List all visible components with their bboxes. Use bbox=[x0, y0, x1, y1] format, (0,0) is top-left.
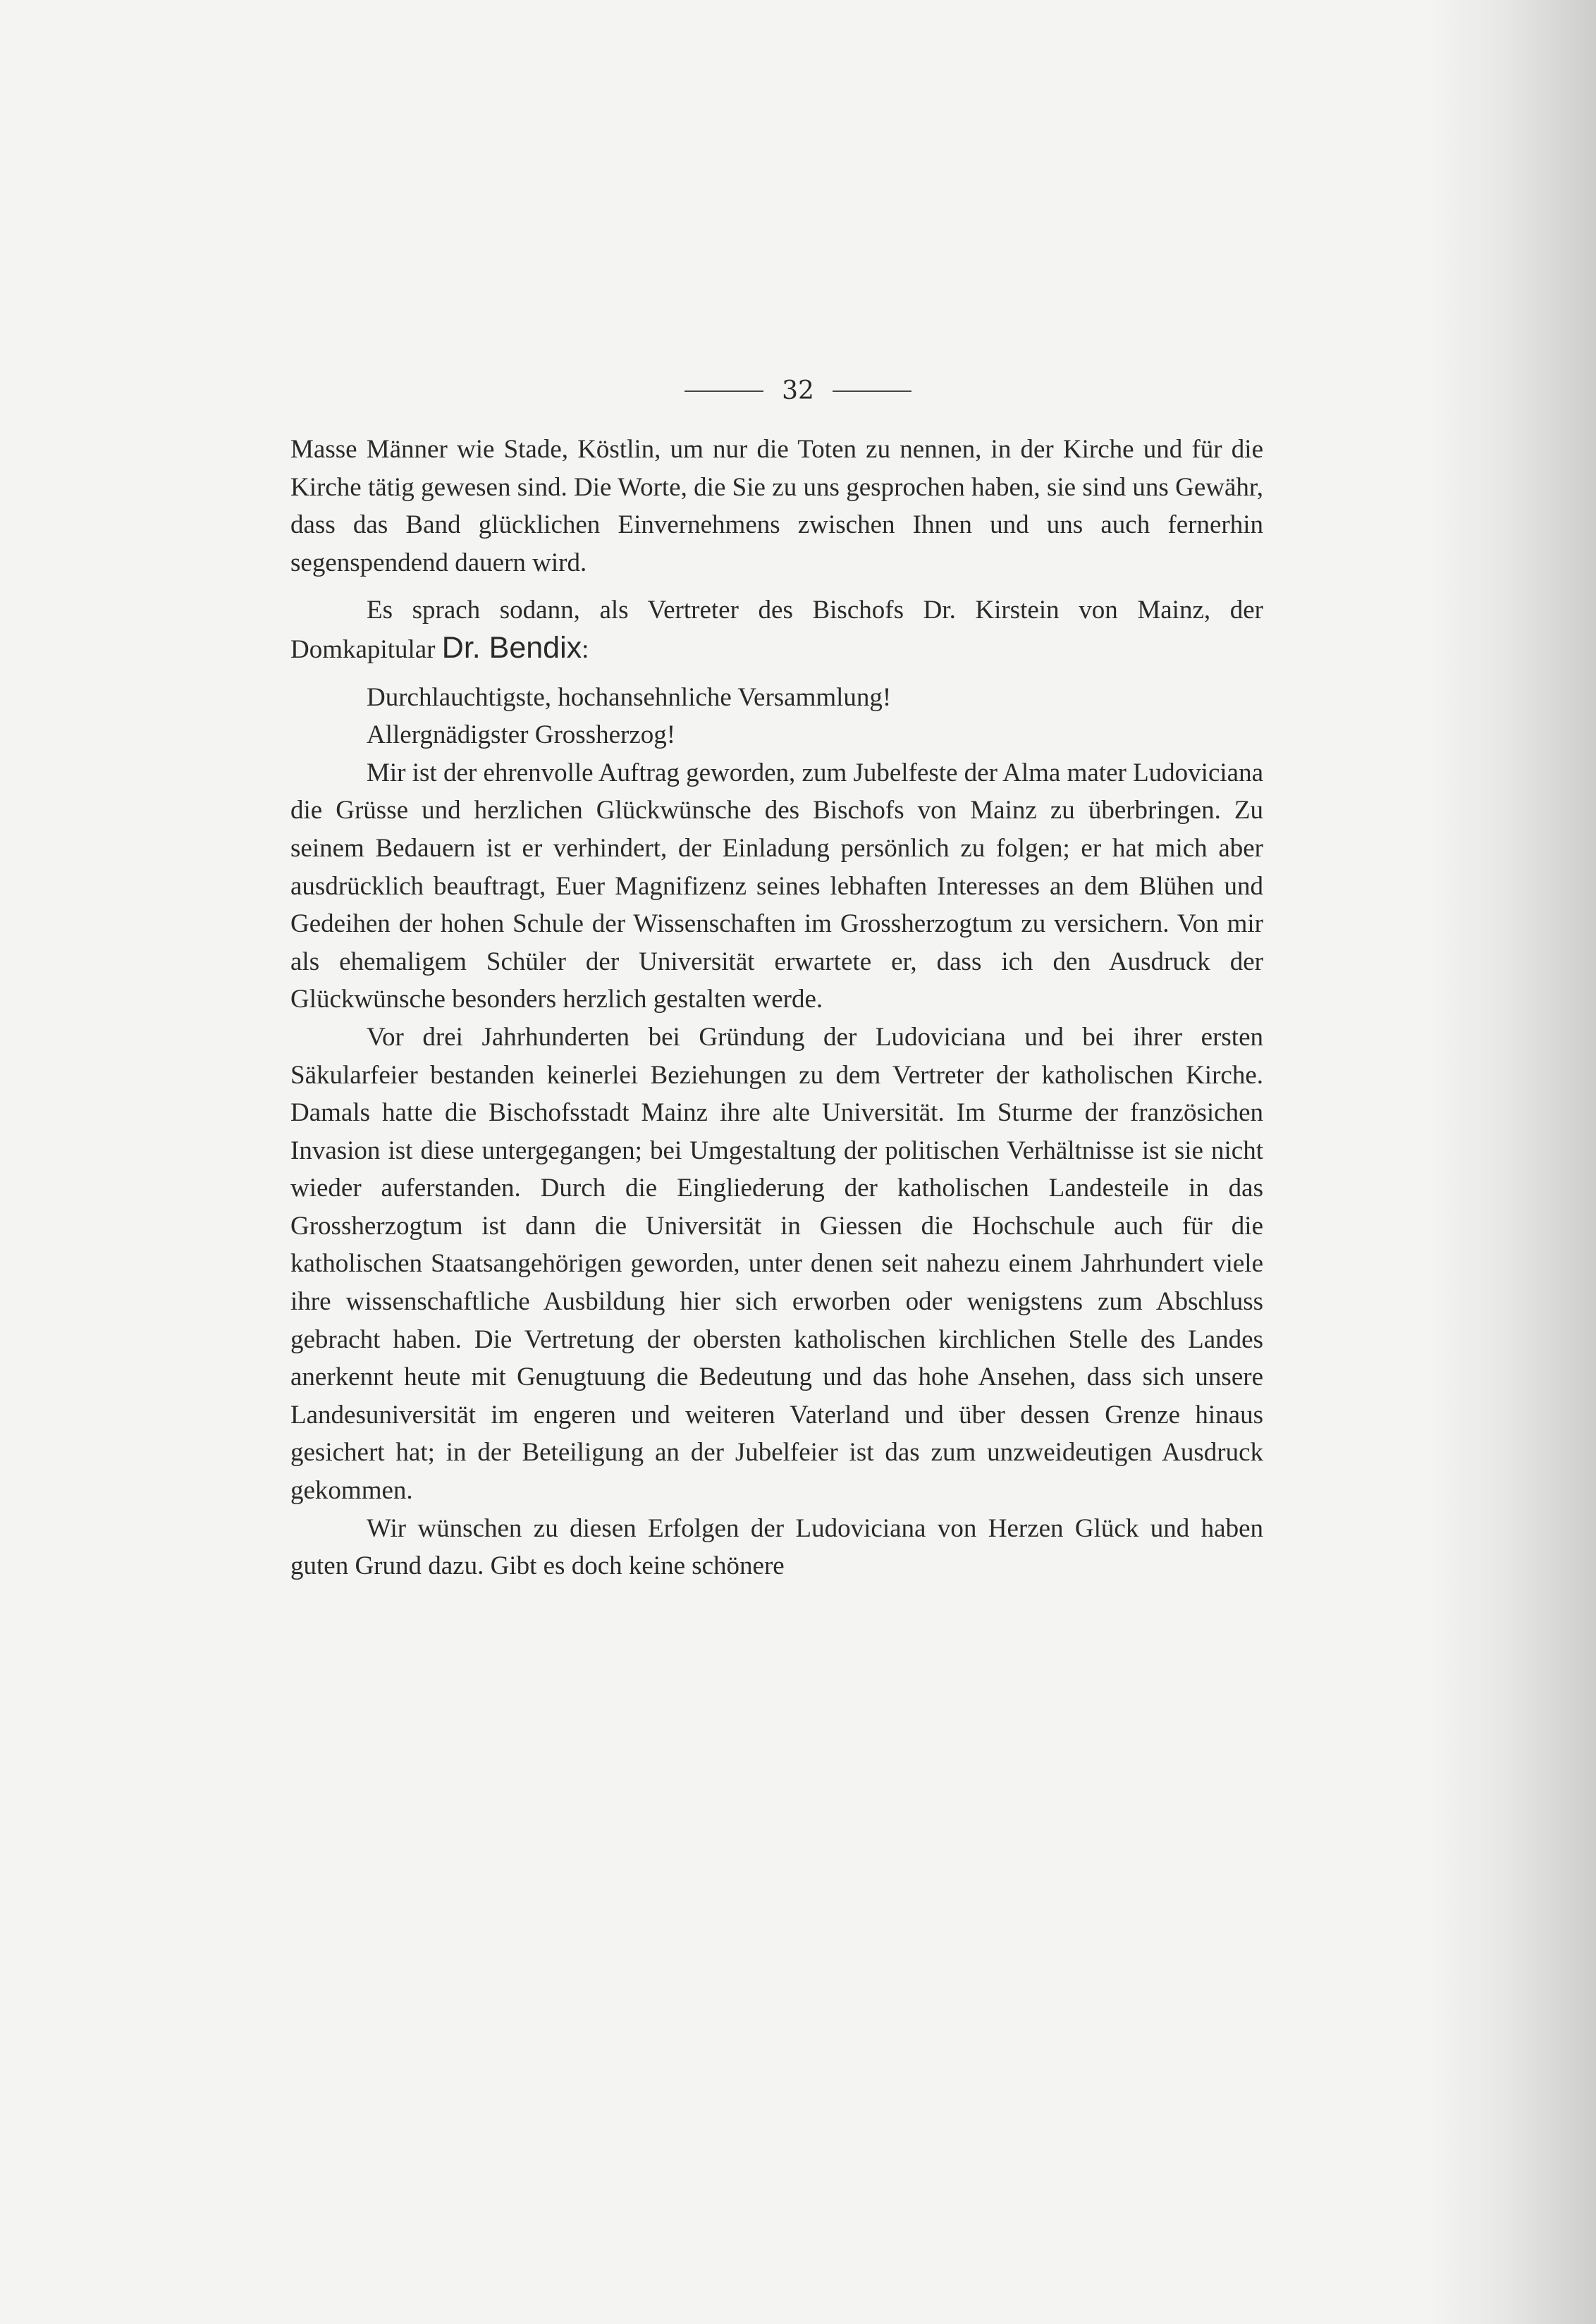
page-number: 32 bbox=[782, 376, 814, 405]
paragraph-5: Wir wünschen zu diesen Erfolgen der Ludoviciana von Herzen Glück und haben guten Grund dazu. Gibt es doch keine schönere bbox=[290, 1513, 1263, 1581]
paragraph-1: Masse Männer wie Stade, Köstlin, um nur die Toten zu nennen, in der Kirche und für die Kirche tätig gewesen sind. Die Worte, die Sie zu uns gesprochen haben, sie sind uns Gewähr, dass das Band glücklichen Einvernehmens zwischen Ihnen und uns auch fernerhin segenspendend dauern wird. bbox=[290, 435, 1263, 577]
salutation-2: Allergnädigster Grossherzog! bbox=[367, 720, 676, 750]
header-rule-left bbox=[685, 391, 763, 392]
paragraph-2-colon: : bbox=[582, 634, 589, 664]
paragraph-4: Vor drei Jahrhunderten bei Gründung der Ludoviciana und bei ihrer ersten Säkularfeier bestanden keinerlei Beziehungen zu dem Vertreter der katholischen Kirche. Damals hatte die Bischofsstadt Mainz ihre alte Universität. Im Sturme der französichen Invasion ist diese untergegangen; bei Umgestaltung der politischen Verhältnisse ist sie nicht wieder auferstanden. Durch die Eingliederung der katholischen Landesteile in das Grossherzogtum ist dann die Universität in Giessen die Hochschule auch für die katholischen Staatsangehörigen geworden, unter denen seit nahezu einem Jahrhundert viele ihre wissenschaftliche Ausbildung hier sich erworben oder wenigstens zum Abschluss gebracht haben. Die Vertretung der obersten katholischen kirchlichen Stelle des Landes anerkennt heute mit Genugtuung die Bedeutung und das hohe Ansehen, dass sich unsere Landesuniversität im engeren und weiteren Vaterland und über dessen Grenze hinaus gesichert hat; in der Beteiligung an der Jubelfeier ist das zum unzweideutigen Ausdruck gekommen. bbox=[290, 1022, 1263, 1506]
salutation-1: Durchlauchtigste, hochansehnliche Versammlung! bbox=[367, 682, 892, 712]
speaker-name: Dr. Bendix bbox=[441, 630, 582, 665]
page-header bbox=[0, 372, 1596, 410]
page-edge-shadow bbox=[1427, 0, 1596, 2324]
paragraph-2 bbox=[290, 591, 1263, 668]
body-text bbox=[290, 431, 1263, 1585]
paragraph-3: Mir ist der ehrenvolle Auftrag geworden, zum Jubelfeste der Alma mater Ludoviciana die Grüsse und herzlichen Glückwünsche des Bischofs von Mainz zu überbringen. Zu seinem Bedauern ist er verhindert, der Einladung persönlich zu folgen; er hat mich aber ausdrücklich beauftragt, Euer Magnifizenz seines lebhaften Interesses an dem Blühen und Gedeihen der hohen Schule der Wissenschaften im Grossherzogtum zu versichern. Von mir als ehemaligem Schüler der Universität erwartete er, dass ich den Ausdruck der Glückwünsche besonders herzlich gestalten werde. bbox=[290, 758, 1263, 1014]
paragraph-2-text: Es sprach sodann, als Vertreter des Bischofs Dr. Kirstein von Mainz, der Domkapitular bbox=[290, 596, 1263, 664]
header-rule-right bbox=[833, 391, 911, 392]
